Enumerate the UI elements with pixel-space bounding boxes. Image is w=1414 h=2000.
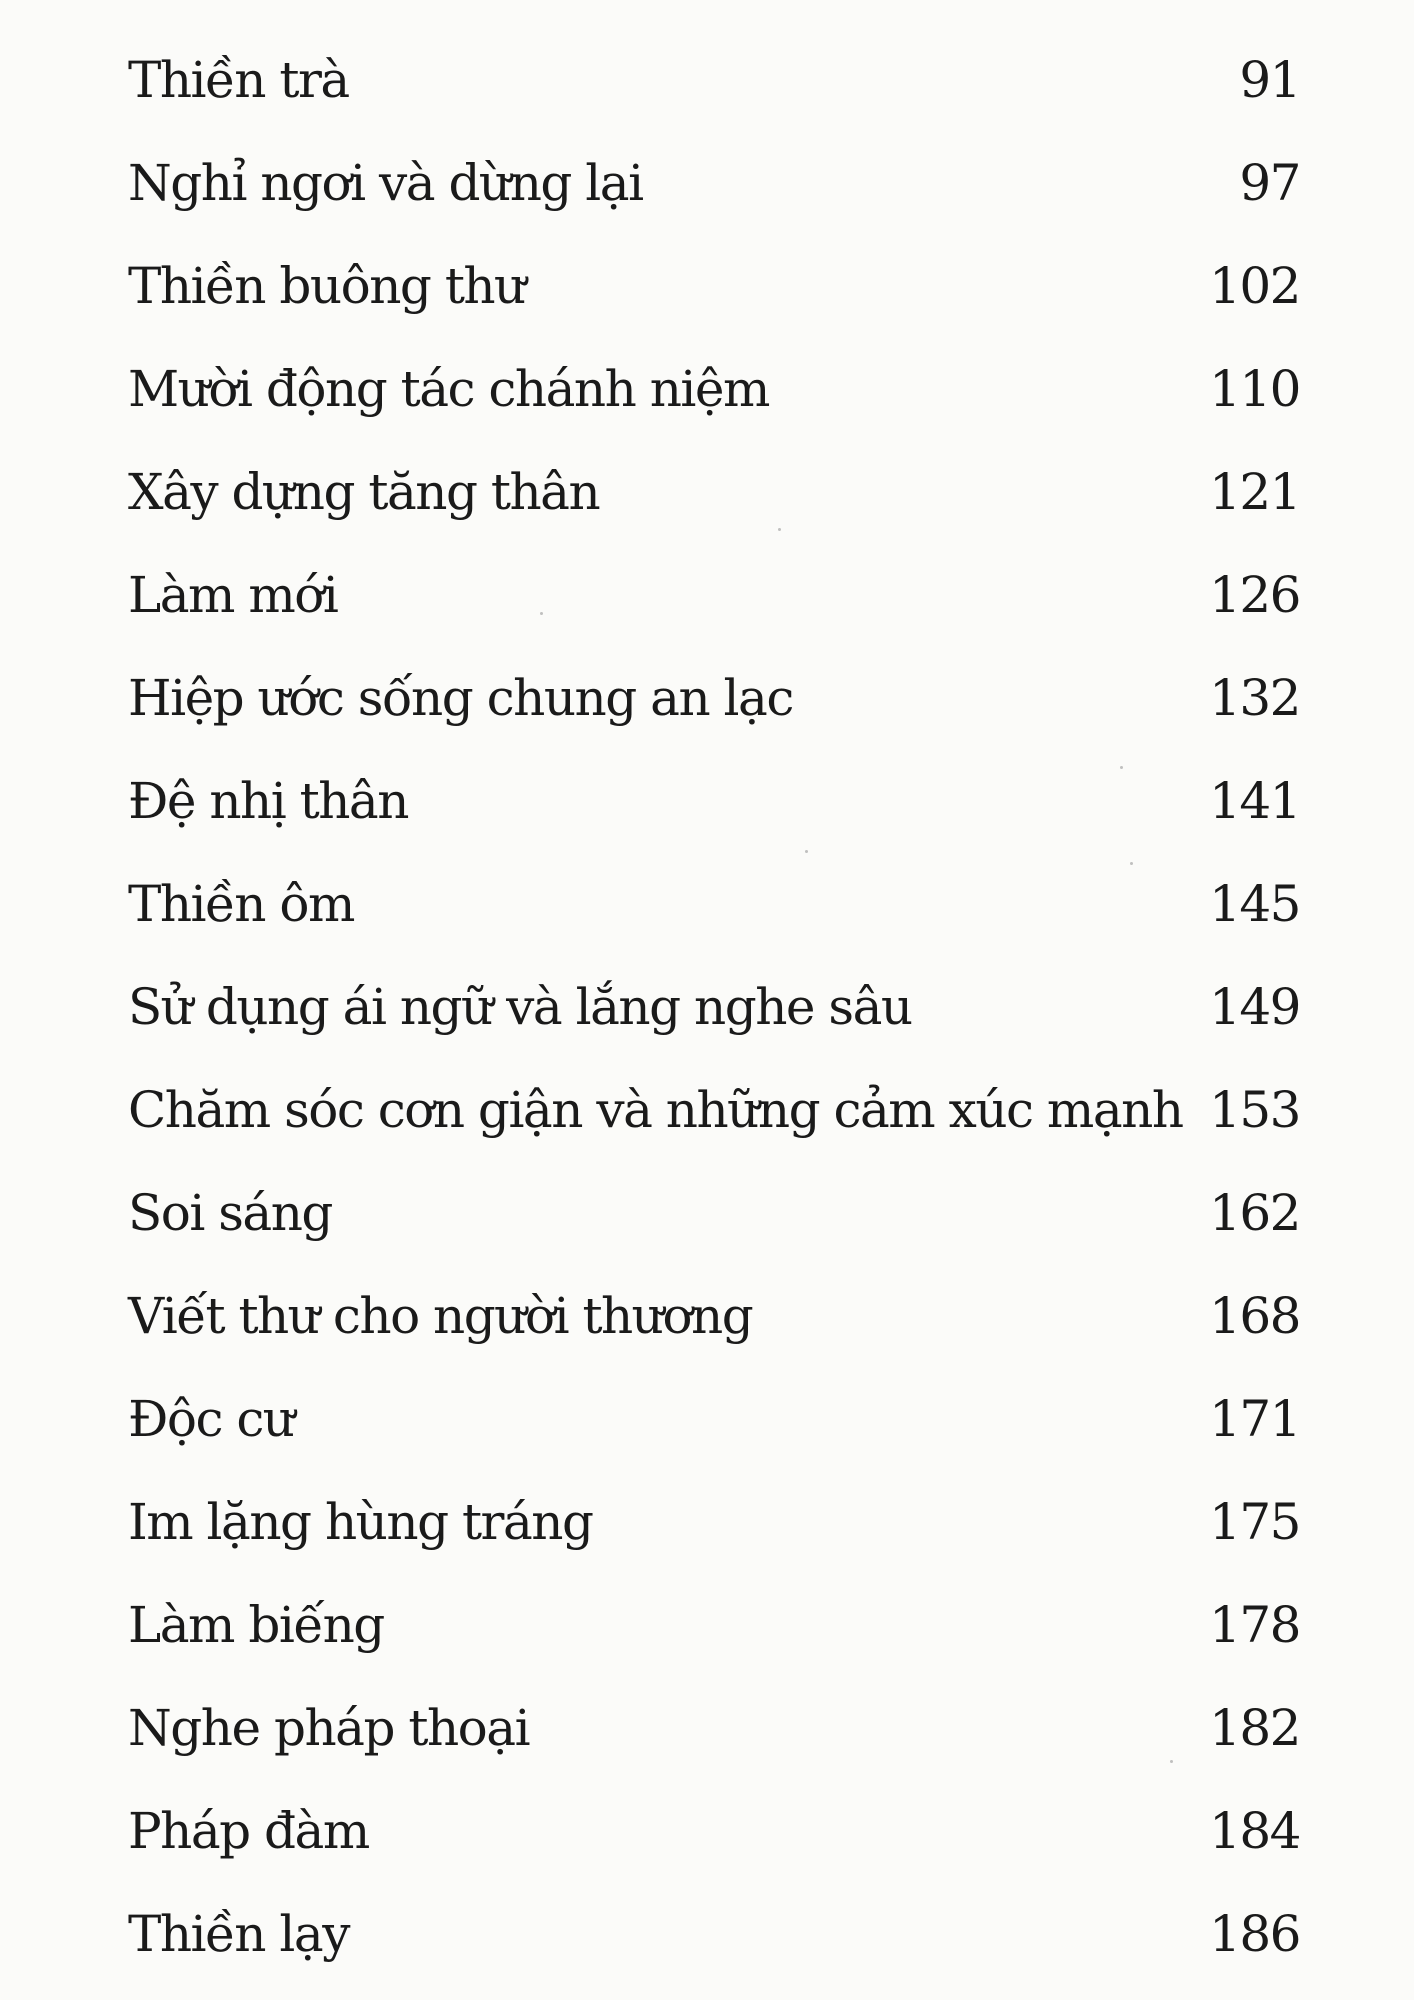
- toc-entry-page-number: 149: [1209, 977, 1300, 1036]
- toc-entry-page-number: 171: [1209, 1389, 1300, 1448]
- toc-entry-title: Thiền buông thư: [128, 256, 525, 315]
- toc-entry: [128, 1264, 1300, 1367]
- toc-entry: [128, 1161, 1300, 1264]
- toc-entry-title: Pháp đàm: [128, 1801, 369, 1860]
- paper-speck: [540, 612, 543, 615]
- toc-entry-page-number: 153: [1209, 1080, 1300, 1139]
- toc-entry-page-number: 141: [1209, 771, 1300, 830]
- paper-speck: [1170, 1760, 1173, 1763]
- toc-entry-page-number: 162: [1209, 1183, 1300, 1242]
- toc-entry: [128, 1470, 1300, 1573]
- toc-entry-title: Đệ nhị thân: [128, 771, 408, 830]
- toc-entry-title: Mười động tác chánh niệm: [128, 359, 769, 418]
- toc-entry-title: Làm mới: [128, 565, 338, 624]
- toc-entry-page-number: 184: [1209, 1801, 1300, 1860]
- toc-entry: [128, 28, 1300, 131]
- table-of-contents: [128, 28, 1300, 1985]
- toc-entry-title: Sử dụng ái ngữ và lắng nghe sâu: [128, 977, 912, 1036]
- paper-speck: [1120, 766, 1123, 769]
- toc-entry: [128, 955, 1300, 1058]
- toc-entry-page-number: 121: [1209, 462, 1300, 521]
- toc-entry: [128, 1779, 1300, 1882]
- toc-entry: [128, 131, 1300, 234]
- toc-entry-title: Hiệp ước sống chung an lạc: [128, 668, 793, 727]
- toc-entry-page-number: 178: [1209, 1595, 1300, 1654]
- toc-entry-page-number: 91: [1239, 50, 1300, 109]
- toc-entry-page-number: 102: [1209, 256, 1300, 315]
- toc-entry: [128, 1676, 1300, 1779]
- toc-entry-title: Chăm sóc cơn giận và những cảm xúc mạnh: [128, 1080, 1183, 1139]
- toc-entry-page-number: 186: [1209, 1904, 1300, 1963]
- toc-entry-title: Soi sáng: [128, 1183, 332, 1242]
- toc-entry-title: Làm biếng: [128, 1595, 384, 1654]
- toc-entry-title: Xây dựng tăng thân: [128, 462, 600, 521]
- toc-entry-page-number: 168: [1209, 1286, 1300, 1345]
- toc-entry: [128, 749, 1300, 852]
- paper-speck: [778, 528, 781, 531]
- toc-entry-title: Thiền ôm: [128, 874, 354, 933]
- toc-entry: [128, 543, 1300, 646]
- toc-entry: [128, 1882, 1300, 1985]
- toc-entry-page-number: 182: [1209, 1698, 1300, 1757]
- toc-entry: [128, 1573, 1300, 1676]
- toc-entry: [128, 1367, 1300, 1470]
- toc-entry-title: Nghe pháp thoại: [128, 1698, 530, 1757]
- toc-entry: [128, 234, 1300, 337]
- toc-entry: [128, 337, 1300, 440]
- toc-entry-page-number: 175: [1209, 1492, 1300, 1551]
- toc-entry-title: Im lặng hùng tráng: [128, 1492, 593, 1551]
- toc-entry-title: Nghỉ ngơi và dừng lại: [128, 153, 643, 212]
- toc-entry-page-number: 110: [1209, 359, 1300, 418]
- toc-entry-page-number: 97: [1239, 153, 1300, 212]
- toc-entry-page-number: 132: [1209, 668, 1300, 727]
- toc-entry-page-number: 145: [1209, 874, 1300, 933]
- toc-entry: [128, 440, 1300, 543]
- toc-entry: [128, 1058, 1300, 1161]
- toc-entry-title: Viết thư cho người thương: [128, 1286, 753, 1345]
- toc-entry: [128, 852, 1300, 955]
- toc-entry-title: Độc cư: [128, 1389, 294, 1448]
- toc-entry-page-number: 126: [1209, 565, 1300, 624]
- toc-entry-title: Thiền trà: [128, 50, 349, 109]
- paper-speck: [1130, 862, 1133, 865]
- toc-entry-title: Thiền lạy: [128, 1904, 349, 1963]
- paper-speck: [805, 850, 808, 853]
- toc-entry: [128, 646, 1300, 749]
